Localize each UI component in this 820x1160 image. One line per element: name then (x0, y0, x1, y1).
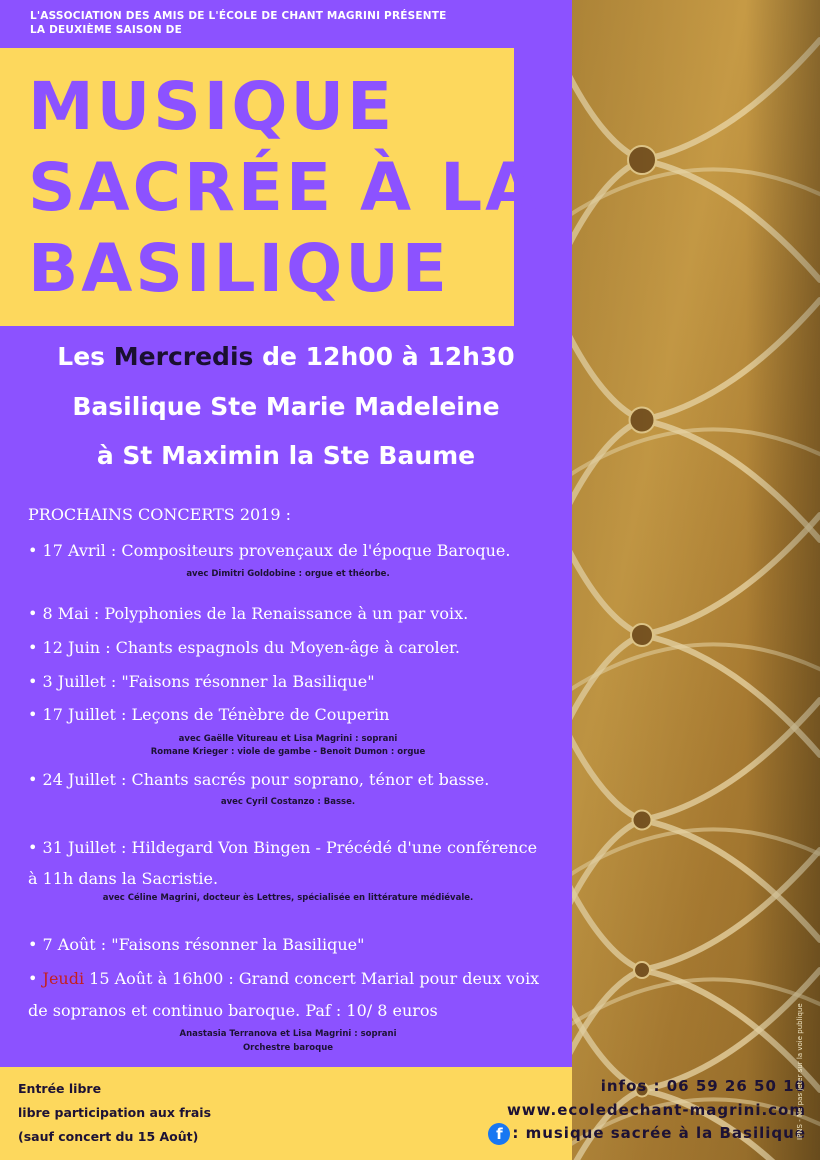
concert-item: • 31 Juillet : Hildegard Von Bingen - Précédé d'une conférence (28, 838, 538, 857)
admission-line: (sauf concert du 15 Août) (18, 1129, 199, 1144)
intro-line: L'ASSOCIATION DES AMIS DE L'ÉCOLE DE CHANT MAGRINI PRÉSENTE (30, 10, 447, 22)
concert-note: Orchestre baroque (242, 1043, 334, 1053)
schedule-line-1 (0, 342, 572, 371)
concert-item-continued: de sopranos et continuo baroque. Paf : 10/ 8 euros (28, 1001, 438, 1020)
title-box (0, 48, 540, 326)
schedule-pre: Les (57, 342, 114, 371)
basilica-vault-photo (572, 0, 820, 1160)
title-line: BASILIQUE (28, 230, 450, 307)
facebook-link[interactable] (488, 1122, 806, 1146)
admission-line: libre participation aux frais (18, 1105, 212, 1120)
concert-item: • 3 Juillet : "Faisons résonner la Basilique" (28, 672, 375, 691)
schedule-town: à St Maximin la Ste Baume (96, 441, 476, 470)
concert-note: Anastasia Terranova et Lisa Magrini : soprani (179, 1029, 397, 1039)
title-line: MUSIQUE (28, 68, 396, 145)
admission-info (18, 1077, 211, 1149)
concert-note: avec Cyril Costanzo : Basse. (220, 797, 356, 807)
final-concert-text: 15 Août à 16h00 : Grand concert Marial pour deux voix (84, 969, 540, 988)
website-link[interactable]: www.ecoledechant-magrini.com (506, 1100, 806, 1119)
contact-info (488, 1075, 806, 1146)
concert-item: • 17 Juillet : Leçons de Ténèbre de Couperin (28, 705, 390, 724)
concert-note: avec Dimitri Goldobine : orgue et théorbe. (186, 569, 390, 579)
concert-item-continued: à 11h dans la Sacristie. (28, 869, 219, 888)
concerts-heading: PROCHAINS CONCERTS 2019 : (28, 505, 292, 524)
concert-item: • 7 Août : "Faisons résonner la Basilique" (28, 935, 365, 954)
intro-line: LA DEUXIÈME SAISON DE (30, 23, 182, 36)
concert-item: • 24 Juillet : Chants sacrés pour soprano, ténor et basse. (28, 770, 490, 789)
title-line: SACRÉE À LA (28, 149, 540, 226)
schedule-time: de 12h00 à 12h30 (253, 342, 515, 371)
concert-item: • 17 Avril : Compositeurs provençaux de l'époque Baroque. (28, 541, 511, 560)
photo-credit: IPNS - Ne pas jeter sur la voie publique (796, 1003, 804, 1140)
day-highlight: Jeudi (42, 969, 85, 988)
concert-note: avec Gaëlle Vitureau et Lisa Magrini : soprani (178, 734, 398, 744)
admission-line: Entrée libre (18, 1081, 102, 1096)
bullet: • (28, 969, 43, 988)
intro-text (30, 10, 446, 37)
concert-note: Romane Krieger : viole de gambe - Benoit Dumon : orgue (150, 747, 426, 757)
concert-item: • 8 Mai : Polyphonies de la Renaissance à un par voix. (28, 604, 469, 623)
schedule-venue: Basilique Ste Marie Madeleine (72, 392, 500, 421)
phone-info: infos : 06 59 26 50 10 (600, 1077, 806, 1095)
facebook-page-name: : musique sacrée à la Basilique (512, 1124, 806, 1142)
concert-item: • 12 Juin : Chants espagnols du Moyen-âge à caroler. (28, 638, 461, 657)
concert-note: avec Céline Magrini, docteur ès Lettres, spécialisée en littérature médiévale. (102, 893, 474, 903)
page-title (28, 66, 539, 309)
facebook-icon: f (488, 1123, 510, 1145)
concert-item-final (28, 969, 539, 988)
schedule-day: Mercredis (113, 342, 254, 371)
